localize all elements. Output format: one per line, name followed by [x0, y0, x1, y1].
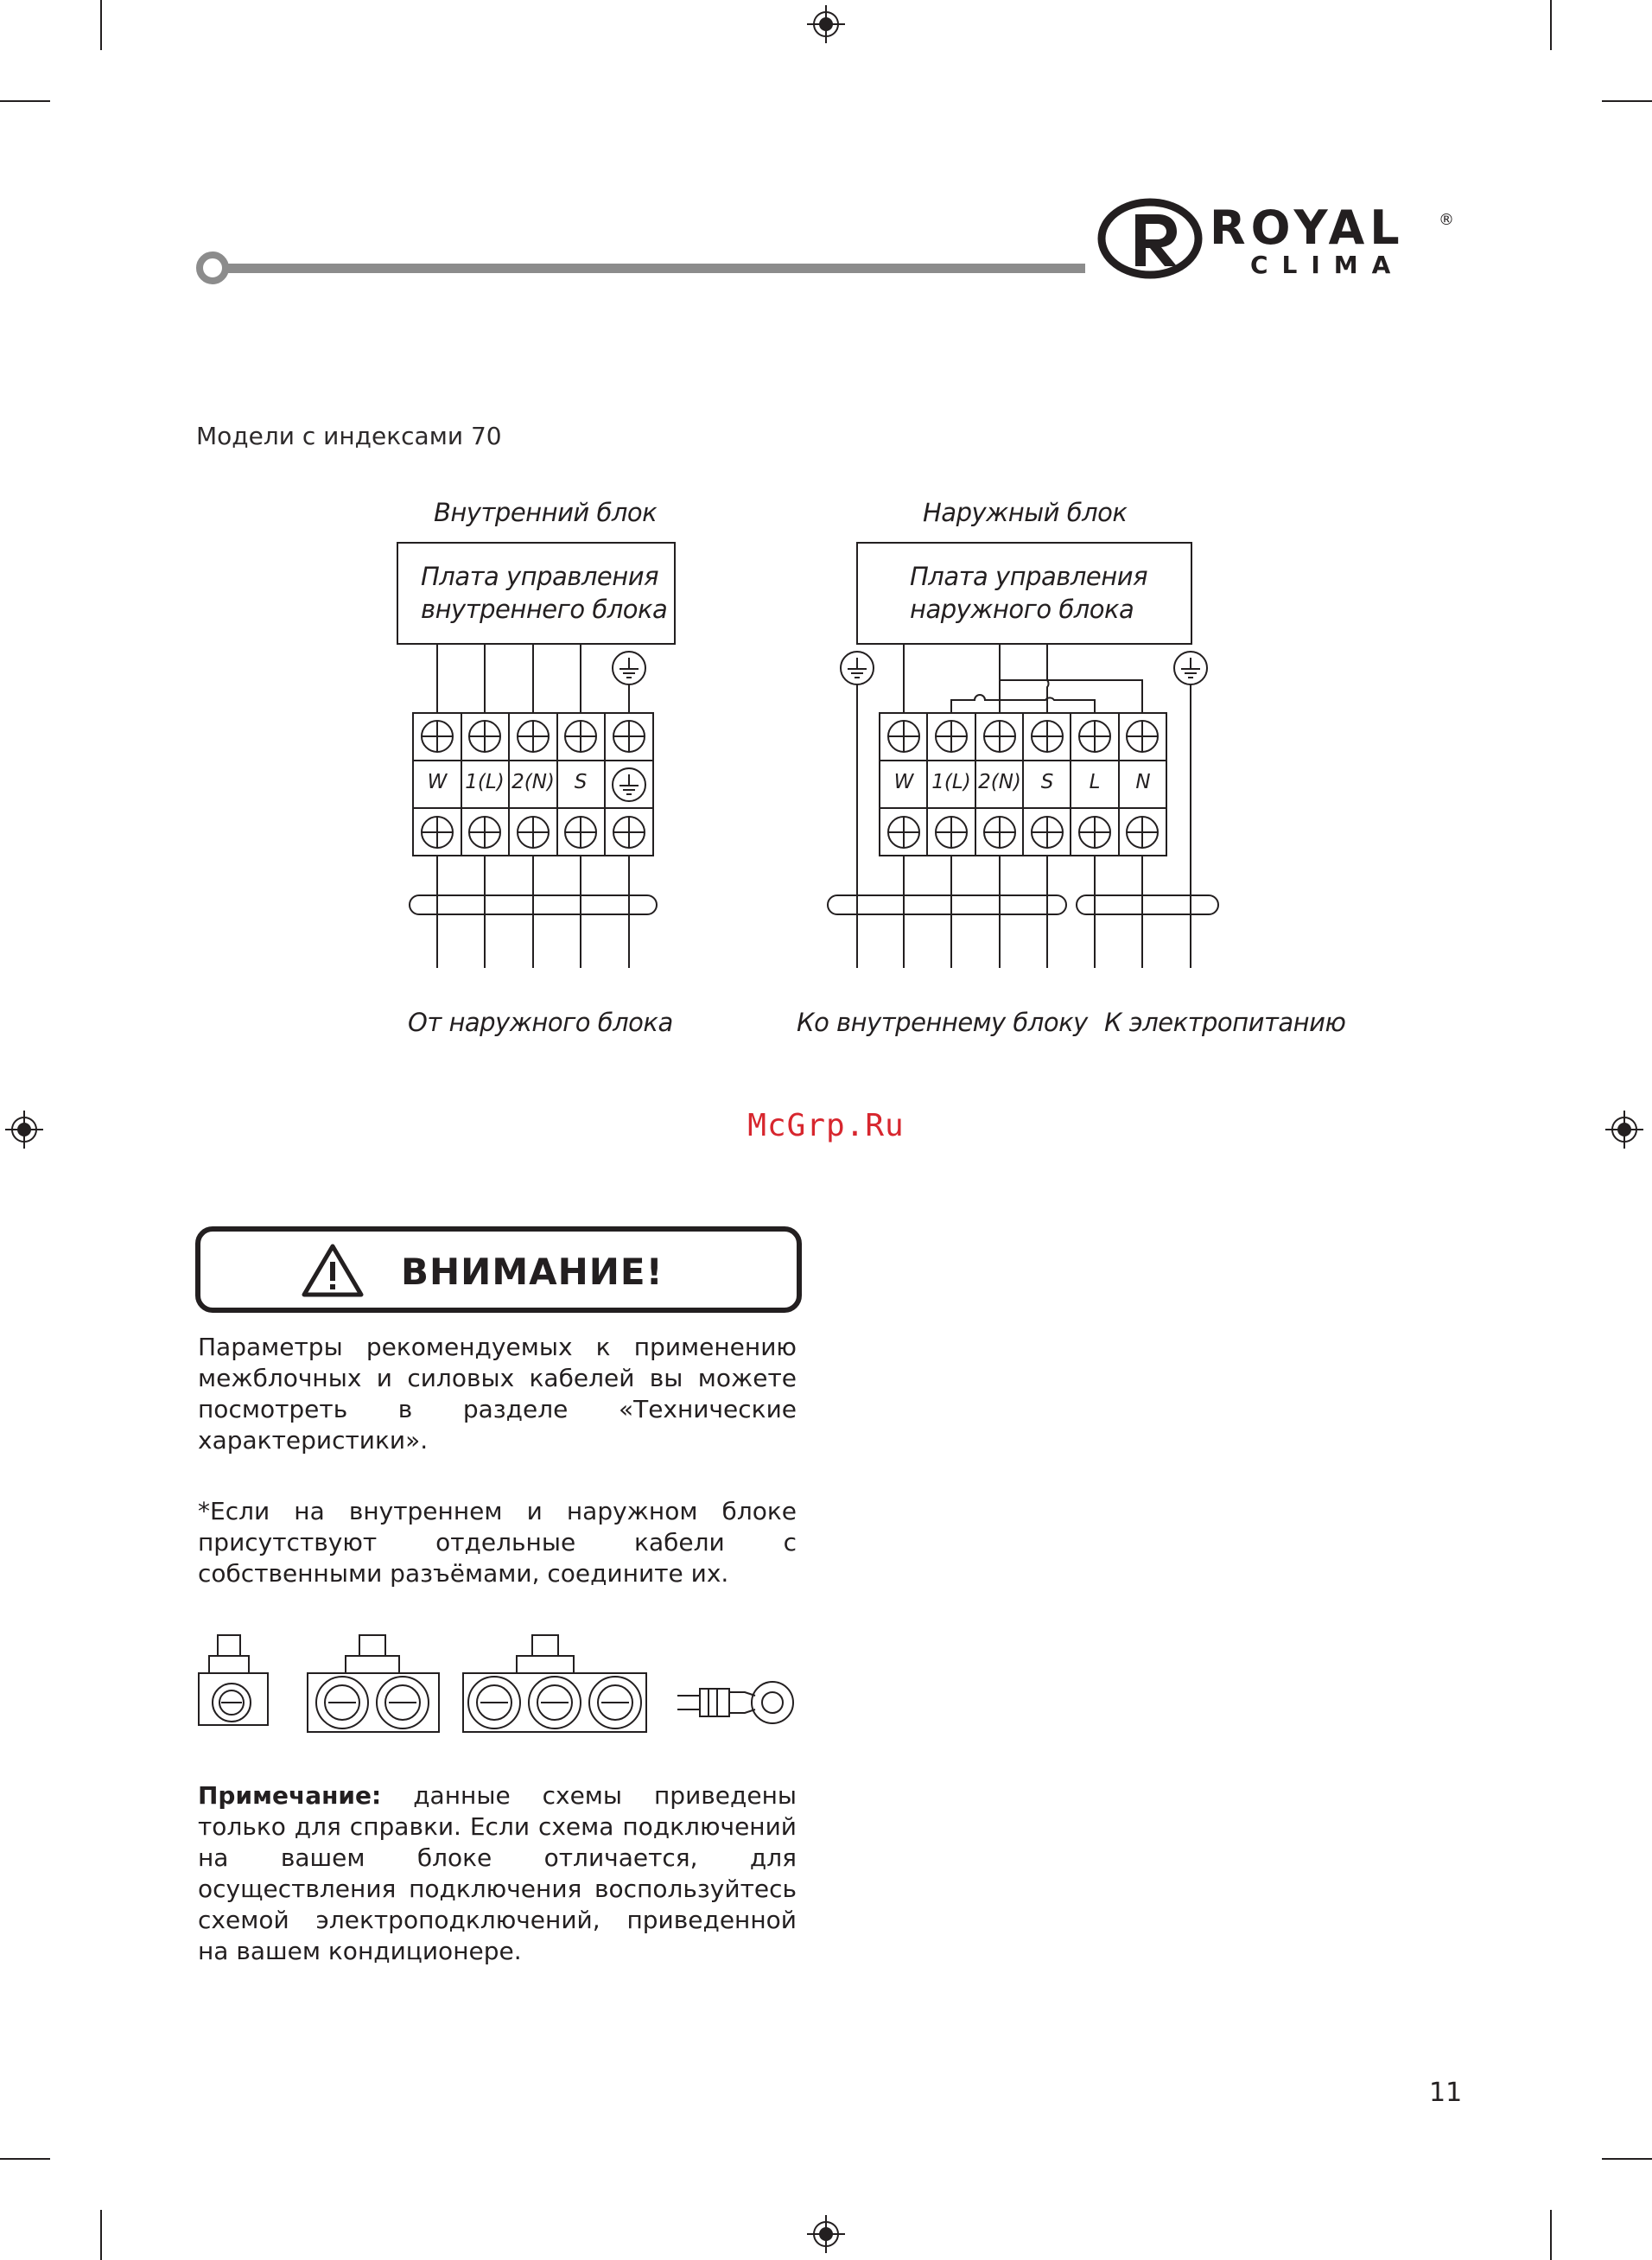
page-number: 11 — [1429, 2078, 1463, 2108]
outdoor-terminal-label: S — [1040, 771, 1054, 793]
warning-box — [195, 1226, 802, 1313]
warning-paragraph-1: Параметры рекомендуемых к применению межблочных и силовых кабелей вы можете посмотреть в разделе «Технические характеристики». — [198, 1333, 797, 1455]
outdoor-terminal-label: 2(N) — [978, 771, 1021, 793]
indoor-terminal-label: 2(N) — [511, 771, 555, 793]
indoor-board-line2: внутреннего блока — [421, 595, 668, 624]
double-connector-icon — [308, 1635, 439, 1732]
crop-mark — [100, 0, 102, 50]
warning-triangle-icon — [301, 1243, 365, 1298]
outdoor-unit-title: Наружный блок — [923, 498, 1128, 527]
watermark: McGrp.Ru — [747, 1108, 905, 1143]
note-text: данные схемы приведены только для справки. Если схема подключений на вашем блоке отличается, для осуществления подключения воспользуйтесь схемой электроподключений, приведенной на вашем кондиционере. — [198, 1781, 797, 1965]
royal-clima-logo-icon — [1097, 197, 1203, 280]
indoor-caption: От наружного блока — [408, 1008, 673, 1037]
ring-terminal-icon — [677, 1682, 793, 1723]
crop-mark — [1550, 2210, 1552, 2260]
warning-paragraph-2: *Если на внутреннем и наружном блоке присутствуют отдельные кабели с собственными разъёмами, соедините их. — [198, 1497, 797, 1588]
crop-mark — [1550, 0, 1552, 50]
registered-mark: ® — [1439, 211, 1454, 229]
section-title: Модели с индексами 70 — [196, 422, 502, 450]
triple-connector-icon — [463, 1635, 646, 1732]
crop-mark — [0, 2158, 50, 2160]
outdoor-terminal-label: W — [893, 771, 914, 793]
crop-mark — [1602, 100, 1652, 102]
connector-illustrations — [195, 1633, 800, 1737]
crop-mark — [1602, 2158, 1652, 2160]
indoor-terminal-block — [410, 644, 657, 968]
outdoor-terminal-label: 1(L) — [931, 771, 971, 793]
outdoor-caption-right: К электропитанию — [1104, 1008, 1346, 1037]
registration-mark-icon — [807, 2215, 845, 2253]
indoor-terminal-label: S — [574, 771, 588, 793]
outdoor-terminal-label: L — [1089, 771, 1101, 793]
header-rule — [194, 249, 1085, 287]
outdoor-board-box — [856, 542, 1192, 645]
warning-title: ВНИМАНИЕ! — [401, 1251, 664, 1293]
outdoor-board-line1: Плата управления — [910, 562, 1148, 591]
outdoor-terminal-block — [828, 644, 1218, 968]
single-connector-icon — [199, 1635, 268, 1725]
indoor-unit-title: Внутренний блок — [434, 498, 658, 527]
registration-mark-icon — [807, 5, 845, 43]
indoor-terminal-label: 1(L) — [465, 771, 505, 793]
crop-mark — [0, 100, 50, 102]
outdoor-caption-left: Ко внутреннему блоку — [797, 1008, 1088, 1037]
indoor-board-box — [397, 542, 676, 645]
brand-name: ROYAL — [1210, 201, 1405, 255]
brand-subname: CLIMA — [1250, 251, 1405, 279]
indoor-terminal-label: W — [427, 771, 448, 793]
outdoor-board-line2: наружного блока — [910, 595, 1134, 624]
indoor-board-line1: Плата управления — [421, 562, 659, 591]
crop-mark — [100, 2210, 102, 2260]
note-label: Примечание: — [198, 1781, 382, 1810]
note-paragraph — [198, 1780, 797, 1967]
outdoor-terminal-label: N — [1135, 771, 1151, 793]
